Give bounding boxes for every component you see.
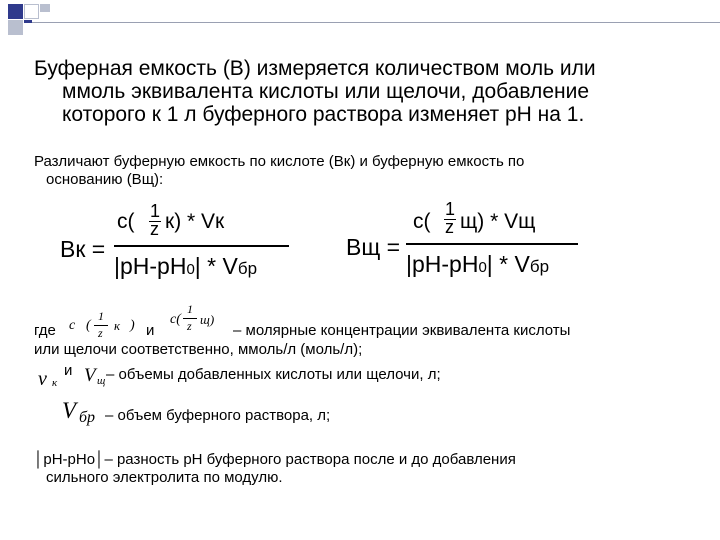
conc-text-line2: или щелочи соответственно, ммоль/л (моль/л);: [34, 341, 363, 358]
buffer-volume-text: – объем буферного раствора, л;: [105, 407, 331, 424]
header-rule: [32, 22, 720, 23]
deco-square: [8, 20, 23, 35]
formula-acid-numerator: с(: [117, 210, 135, 233]
deco-square: [40, 4, 50, 12]
para1-line3: которого к 1 л буферного раствора изменяет рН на 1.: [62, 103, 585, 126]
conc-text-line1: – молярные концентрации эквивалента кислоты: [233, 322, 571, 339]
conc-c: c(: [170, 312, 181, 327]
formula-base-denominator: |рН-рН0| * Vбр: [406, 251, 550, 277]
volume-nu: ν: [38, 368, 47, 390]
volume-text: – объемы добавленных кислоты или щелочи, л;: [106, 366, 441, 383]
volume-v: V: [84, 365, 96, 386]
where-label: где: [34, 322, 56, 339]
and-label: и: [146, 322, 155, 339]
para2-line1: Различают буферную емкость по кислоте (Вк) и буферную емкость по: [34, 153, 525, 170]
deco-square: [8, 4, 23, 19]
deco-square: [24, 20, 32, 23]
formula-acid-lhs: Вк =: [60, 236, 106, 262]
conc-one: 1: [187, 302, 193, 316]
fraction-z: z: [445, 217, 454, 237]
para1-line2: ммоль эквивалента кислоты или щелочи, добавление: [62, 80, 589, 103]
types-paragraph: [34, 153, 674, 189]
delta-ph-line1: │рН-рНо│– разность рН буферного раствора после и до добавления: [34, 451, 516, 468]
para2-line2: основанию (Вщ):: [46, 171, 164, 188]
buffer-volume-v: V: [62, 398, 77, 423]
conc-z: z: [187, 319, 192, 333]
conc-one: 1: [98, 309, 104, 323]
conc-sh: щ): [200, 312, 215, 327]
deco-square: [24, 4, 39, 19]
formula-acid-num-rest: к) * Vк: [165, 210, 225, 233]
formula-base-lhs: Вщ =: [346, 234, 401, 260]
conc-c: c: [69, 318, 76, 333]
para1-line1: Буферная емкость (В) измеряется количеством моль или: [34, 57, 596, 80]
fraction-one: 1: [150, 201, 161, 221]
buffer-volume-sub: бр: [79, 409, 96, 426]
volume-v-sub: щ: [97, 375, 106, 387]
volume-nu-sub: к: [52, 377, 58, 389]
definition-paragraph: [34, 57, 694, 126]
conc-paren: ): [130, 318, 135, 333]
formula-base-bar: [406, 243, 578, 245]
delta-ph-line2: сильного электролита по модулю.: [46, 469, 283, 486]
conc-z: z: [98, 326, 103, 340]
fraction-z: z: [150, 219, 159, 239]
conc-paren: (: [86, 318, 91, 333]
formula-acid-denominator: |рН-рН0| * Vбр: [114, 253, 258, 279]
formula-base-numerator: с(: [413, 210, 431, 233]
and-label: и: [64, 362, 73, 379]
fraction-one: 1: [445, 199, 456, 219]
formula-acid-bar: [114, 245, 289, 247]
formula-base-num-rest: щ) * Vщ: [460, 210, 536, 233]
conc-k: к: [114, 318, 121, 333]
